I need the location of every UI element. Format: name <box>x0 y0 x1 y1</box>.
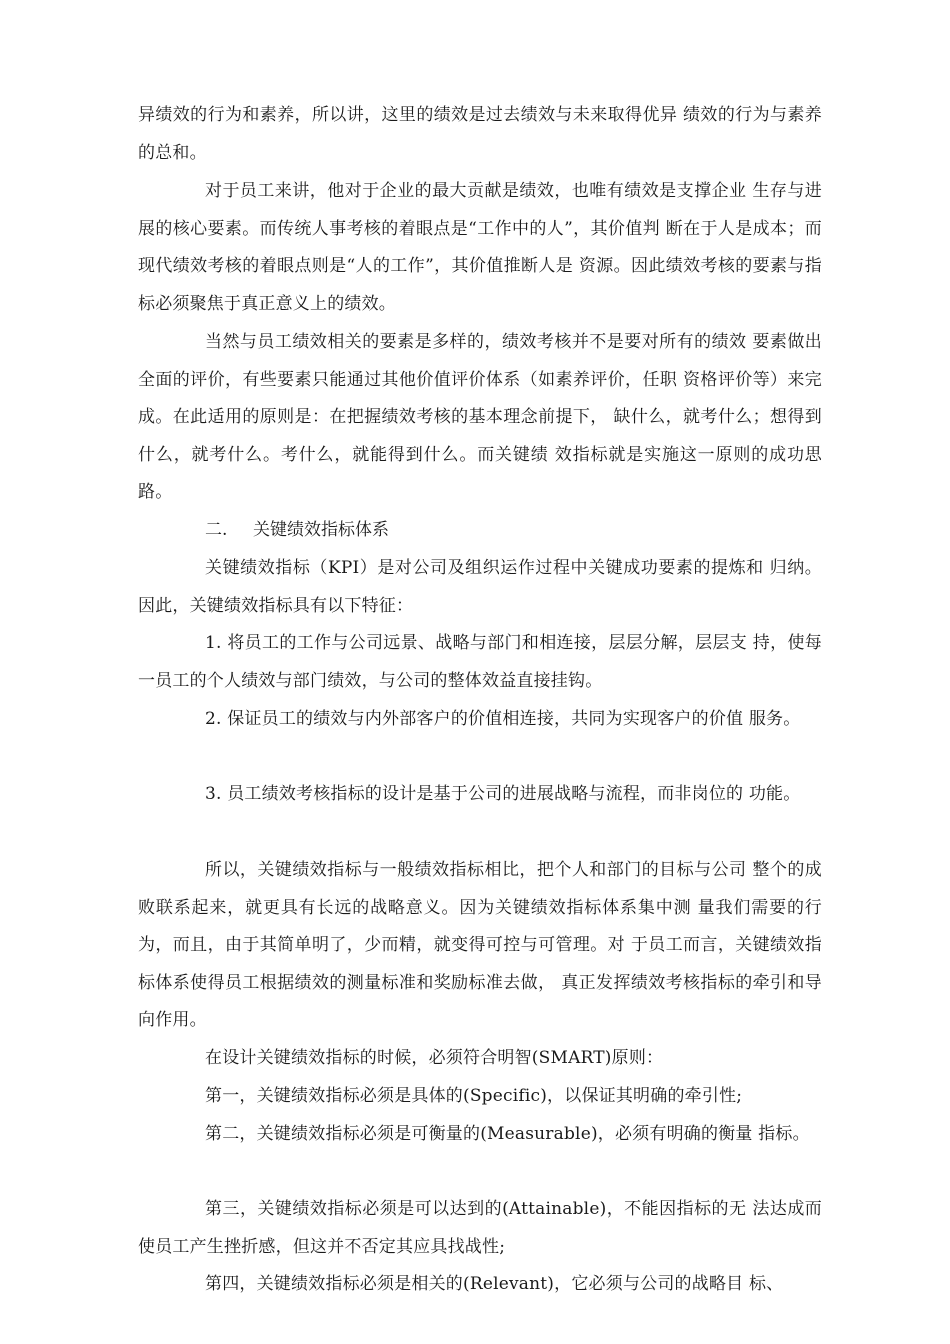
paragraph-smart-measurable: 第二，关键绩效指标必须是可衡量的(Measurable)，必须有明确的衡量 指标。 <box>205 1124 810 1144</box>
list-item-kpi-feature-2: 2. 保证员工的绩效与内外部客户的价值相连接，共同为实现客户的价值 服务。 <box>205 709 801 729</box>
paragraph-smart-attainable: 第三，关键绩效指标必须是可以达到的(Attainable)，不能因指标的无 法达成而使员工产生挫折感，但这并不否定其应具找战性; <box>138 1199 822 1257</box>
paragraph-employee-contribution: 对于员工来讲，他对于企业的最大贡献是绩效，也唯有绩效是支撑企业 生存与进展的核心要素。而传统人事考核的着眼点是“工作中的人”，其价值判 断在于人是成本；而现代绩效考核的着眼点则是“人的工作”，其价值推断人是 资源。因此绩效考核的要素与指标必须聚焦于真正意义上的绩效。 <box>138 181 822 314</box>
list-item-kpi-feature-1: 1. 将员工的工作与公司远景、战略与部门和相连接，层层分解，层层支 持，使每一员工的个人绩效与部门绩效，与公司的整体效益直接挂钩。 <box>138 633 822 691</box>
paragraph-continuation: 异绩效的行为和素养，所以讲，这里的绩效是过去绩效与未来取得优异 绩效的行为与素养的总和。 <box>138 105 822 163</box>
paragraph-smart-relevant: 第四，关键绩效指标必须是相关的(Relevant)，它必须与公司的战略目 标、 <box>205 1274 784 1294</box>
list-item-kpi-feature-3: 3. 员工绩效考核指标的设计是基于公司的进展战略与流程，而非岗位的 功能。 <box>205 784 801 804</box>
paragraph-smart-specific: 第一，关键绩效指标必须是具体的(Specific)，以保证其明确的牵引性; <box>205 1086 743 1106</box>
section-number: 二. <box>205 520 228 540</box>
paragraph-kpi-definition: 关键绩效指标（KPI）是对公司及组织运作过程中关键成功要素的提炼和 归纳。因此，关键绩效指标具有以下特征： <box>138 558 822 616</box>
paragraph-performance-elements: 当然与员工绩效相关的要素是多样的，绩效考核并不是要对所有的绩效 要素做出全面的评价，有些要素只能通过其他价值评价体系（如素养评价，任职 资格评价等）来完成。在此适用的原则是：在把握绩效考核的基本理念前提下， 缺什么，就考什么；想得到什么，就考什么。考什么，就能得到什么。而关键绩 效指标就是实施这一原则的成功思路。 <box>138 332 822 503</box>
section-heading <box>205 512 389 550</box>
section-title: 关键绩效指标体系 <box>253 520 389 540</box>
paragraph-kpi-strategic-significance: 所以，关键绩效指标与一般绩效指标相比，把个人和部门的目标与公司 整个的成败联系起来，就更具有长远的战略意义。因为关键绩效指标体系集中测 量我们需要的行为，而且，由于其简单明了，少而精，就变得可控与可管理。对 于员工而言，关键绩效指标体系使得员工根据绩效的测量标准和奖励标准去做， 真正发挥绩效考核指标的牵引和导向作用。 <box>138 860 822 1031</box>
paragraph-smart-intro: 在设计关键绩效指标的时候，必须符合明智(SMART)原则： <box>205 1048 664 1068</box>
